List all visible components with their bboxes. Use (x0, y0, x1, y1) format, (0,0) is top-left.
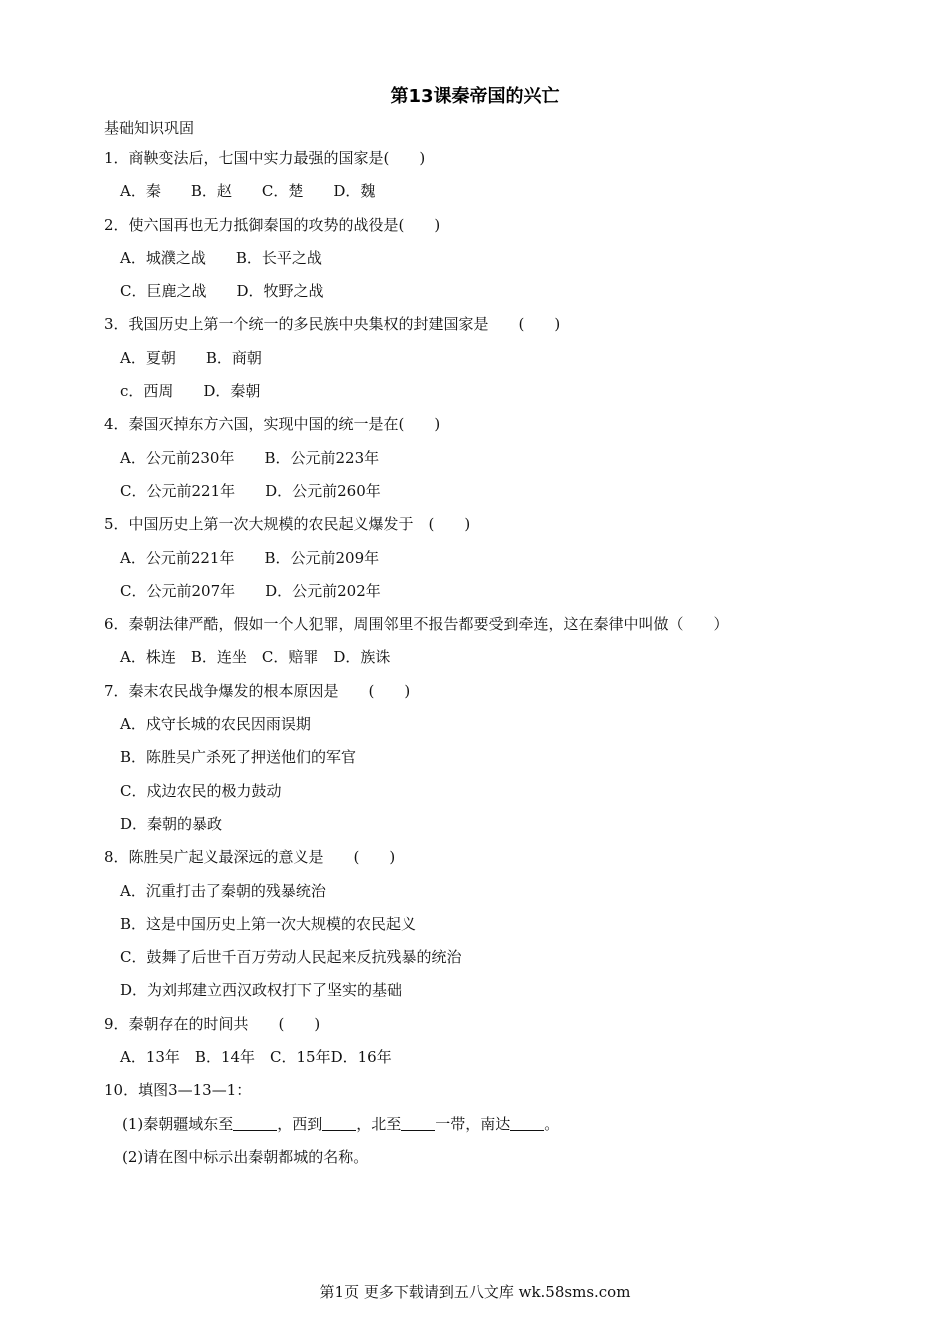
q10-text-west: ，西到 (277, 1114, 323, 1133)
section-heading: 基础知识巩固 (104, 119, 195, 137)
question-8-option-a: A．沉重打击了秦朝的残暴统治 (120, 881, 326, 900)
question-8-option-b: B．这是中国历史上第一次大规模的农民起义 (120, 914, 417, 933)
answer-blank-south[interactable] (510, 1112, 544, 1131)
question-6-options: A．株连 B．连坐 C．赔罪 D．族诛 (120, 648, 391, 667)
question-10-part-2: (2)请在图中标示出秦朝都城的名称。 (122, 1147, 369, 1166)
page-title: 第13课秦帝国的兴亡 (390, 86, 560, 107)
question-3: 3．我国历史上第一个统一的多民族中央集权的封建国家是 ( ) (104, 315, 561, 334)
question-list (104, 142, 864, 1174)
answer-blank-east[interactable] (233, 1112, 277, 1131)
q10-text-end: 。 (544, 1114, 560, 1133)
question-5-options-row-2: C．公元前207年 D．公元前202年 (120, 581, 381, 600)
question-1: 1．商鞅变法后，七国中实力最强的国家是( ) (104, 149, 426, 167)
answer-blank-west[interactable] (322, 1112, 356, 1131)
question-7-option-d: D．秦朝的暴政 (120, 814, 223, 833)
q10-text-south: 一带，南达 (435, 1114, 511, 1133)
question-10-part-1 (104, 1108, 864, 1141)
question-8: 8．陈胜吴广起义最深远的意义是 ( ) (104, 848, 396, 867)
q10-text-north: ，北至 (356, 1114, 402, 1133)
question-8-option-d: D．为刘邦建立西汉政权打下了坚实的基础 (120, 981, 403, 1000)
question-10: 10．填图3—13—1： (104, 1081, 252, 1100)
question-2: 2．使六国再也无力抵御秦国的攻势的战役是( ) (104, 215, 441, 234)
question-4: 4．秦国灭掉东方六国，实现中国的统一是在( ) (104, 415, 441, 434)
question-8-option-c: C．鼓舞了后世千百万劳动人民起来反抗残暴的统治 (120, 948, 462, 967)
page-footer: 第1页 更多下载请到五八文库 wk.58sms.com (319, 1283, 631, 1301)
question-9-options: A．13年 B．14年 C．15年D．16年 (120, 1048, 392, 1067)
question-4-options-row-2: C．公元前221年 D．公元前260年 (120, 481, 381, 500)
question-3-options-row-2: c．西周 D．秦朝 (120, 382, 261, 401)
question-3-options-row-1: A．夏朝 B．商朝 (120, 348, 262, 367)
question-2-options-row-2: C．巨鹿之战 D．牧野之战 (120, 282, 324, 301)
question-7-option-b: B．陈胜吴广杀死了押送他们的军官 (120, 748, 357, 767)
answer-blank-north[interactable] (401, 1112, 435, 1131)
question-5: 5．中国历史上第一次大规模的农民起义爆发于 ( ) (104, 515, 471, 534)
question-7-option-a: A．戍守长城的农民因雨误期 (120, 715, 311, 734)
question-5-options-row-1: A．公元前221年 B．公元前209年 (120, 548, 380, 567)
question-7-option-c: C．戍边农民的极力鼓动 (120, 781, 282, 800)
question-1-options: A．秦 B．赵 C．楚 D．魏 (120, 182, 376, 201)
q10-text-east: (1)秦朝疆域东至 (122, 1114, 234, 1133)
question-4-options-row-1: A．公元前230年 B．公元前223年 (120, 448, 380, 467)
question-7: 7．秦末农民战争爆发的根本原因是 ( ) (104, 681, 411, 700)
question-9: 9．秦朝存在的时间共 ( ) (104, 1014, 321, 1033)
question-6: 6．秦朝法律严酷，假如一个人犯罪，周围邻里不报告都要受到牵连，这在秦律中叫做（ ） (104, 615, 729, 634)
question-2-options-row-1: A．城濮之战 B．长平之战 (120, 248, 322, 267)
